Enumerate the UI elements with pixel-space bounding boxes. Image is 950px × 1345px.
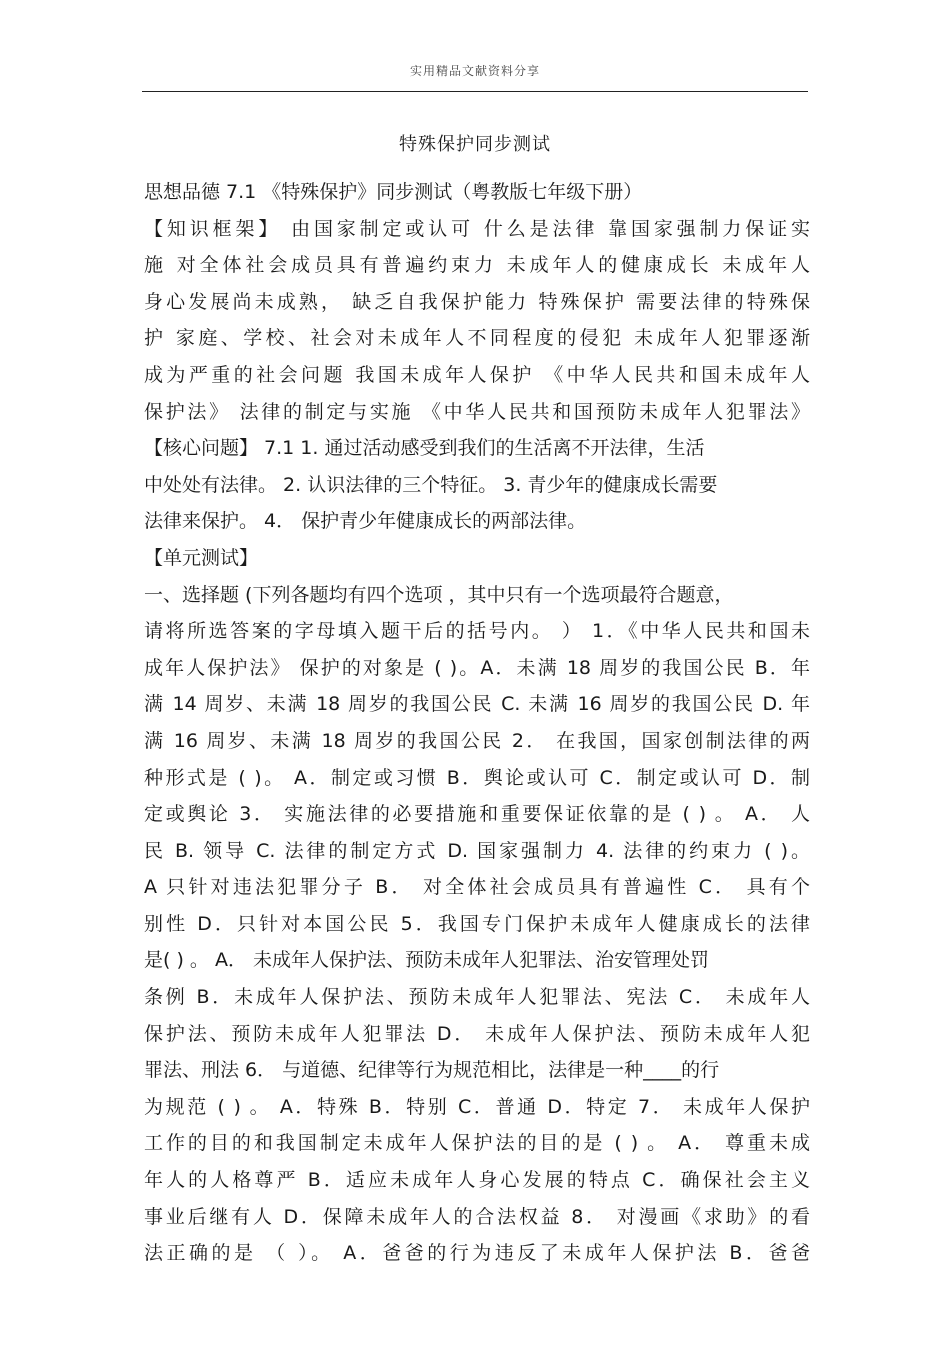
text-line: 保护法》 法律的制定与实施 《中华人民共和国预防未成年人犯罪法》 [144,400,810,423]
text-line: 事业后继有人 D．保障未成年人的合法权益 8． 对漫画《求助》的看 [144,1205,810,1228]
text-line: 法律来保护。 4． 保护青少年健康成长的两部法律。 [144,510,587,533]
text-line: 【核心问题】 7.1 1. 通过活动感受到我们的生活离不开法律，生活 [144,437,705,460]
text-line: 保护法、预防未成年人犯罪法 D． 未成年人保护法、预防未成年人犯 [144,1022,810,1045]
text-line: 罪法、刑法 6． 与道德、纪律等行为规范相比，法律是一种____的行 [144,1059,720,1082]
text-line: 施 对全体社会成员具有普遍约束力 未成年人的健康成长 未成年人 [144,254,810,277]
text-line: 成年人保护法》 保护的对象是 ( )。A．未满 18 周岁的我国公民 B．年 [144,656,810,679]
text-line: 别性 D．只针对本国公民 5．我国专门保护未成年人健康成长的法律 [144,912,810,935]
text-line: 成为严重的社会问题 我国未成年人保护 《中华人民共和国未成年人 [144,363,810,386]
text-line: 请将所选答案的字母填入题干后的括号内。 ） 1．《中华人民共和国未 [144,620,810,643]
running-header: 实用精品文献资料分享 [409,64,540,78]
text-line: 【知识框架】 由国家制定或认可 什么是法律 靠国家强制力保证实 [144,217,810,240]
text-line: A 只针对违法犯罪分子 B． 对全体社会成员具有普遍性 C． 具有个 [144,876,810,899]
text-line: 【单元测试】 [144,546,259,569]
header-divider [142,91,808,92]
text-line: 定或舆论 3． 实施法律的必要措施和重要保证依靠的是 ( ) 。 A． 人 [144,803,810,826]
document-title: 特殊保护同步测试 [399,134,551,155]
text-line: 中处处有法律。 2. 认识法律的三个特征。 3. 青少年的健康成长需要 [144,473,718,496]
text-line: 民 B. 领导 C. 法律的制定方式 D. 国家强制力 4. 法律的约束力 ( )。 [144,839,810,862]
text-line: 思想品德 7.1 《特殊保护》同步测试（粤教版七年级下册） [144,181,643,203]
text-line: 是( ) 。 A． 未成年人保护法、预防未成年人犯罪法、治安管理处罚 [144,949,709,972]
text-line: 为规范 ( ) 。 A．特殊 B．特别 C．普通 D．特定 7． 未成年人保护 [144,1095,810,1118]
text-line: 满 14 周岁、未满 18 周岁的我国公民 C. 未满 16 周岁的我国公民 D. 年 [144,693,810,716]
text-line: 一、选择题 (下列各题均有四个选项 ，其中只有一个选项最符合题意， [144,583,734,606]
text-line: 条例 B．未成年人保护法、预防未成年人犯罪法、宪法 C． 未成年人 [144,986,810,1009]
text-line: 法正确的是 （ ）。 A．爸爸的行为违反了未成年人保护法 B．爸爸 [144,1242,810,1265]
text-line: 工作的目的和我国制定未成年人保护法的目的是 ( ) 。 A． 尊重未成 [144,1132,810,1155]
text-line: 满 16 周岁、未满 18 周岁的我国公民 2． 在我国，国家创制法律的两 [144,729,810,752]
document-body [144,174,810,1272]
text-line: 护 家庭、学校、社会对未成年人不同程度的侵犯 未成年人犯罪逐渐 [144,327,810,350]
text-line: 身心发展尚未成熟， 缺乏自我保护能力 特殊保护 需要法律的特殊保 [144,290,810,313]
text-line: 年人的人格尊严 B．适应未成年人身心发展的特点 C．确保社会主义 [144,1169,810,1192]
text-line: 种形式是 ( )。 A．制定或习惯 B．舆论或认可 C．制定或认可 D．制 [144,766,810,789]
